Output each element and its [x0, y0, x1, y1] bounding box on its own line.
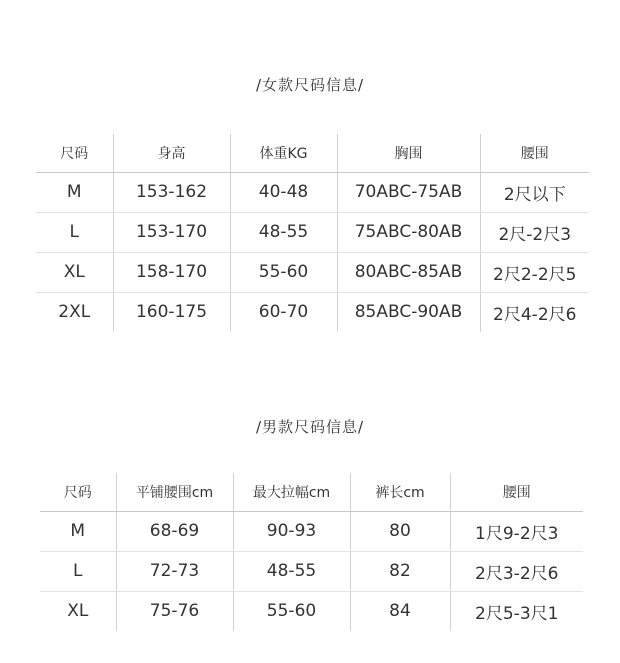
- cell-height: 160-175: [113, 292, 230, 332]
- table-header-row: [36, 134, 589, 172]
- cell-waist: 2尺4-2尺6: [480, 292, 589, 332]
- cell-waist: 2尺2-2尺5: [480, 252, 589, 292]
- table-row: [36, 292, 589, 332]
- women-size-table: [36, 134, 589, 332]
- table-header-row: [40, 473, 583, 511]
- cell-height: 158-170: [113, 252, 230, 292]
- cell-flat-waist: 75-76: [116, 591, 233, 631]
- header-size: 尺码: [36, 134, 113, 172]
- cell-waist: 2尺3-2尺6: [450, 551, 583, 591]
- cell-waist: 2尺-2尺3: [480, 212, 589, 252]
- cell-height: 153-162: [113, 172, 230, 212]
- header-waist: 腰围: [480, 134, 589, 172]
- header-flat-waist: 平铺腰围cm: [116, 473, 233, 511]
- cell-waist: 2尺以下: [480, 172, 589, 212]
- cell-pants-length: 84: [350, 591, 450, 631]
- men-section-title: /男款尺码信息/: [255, 418, 365, 436]
- cell-max-stretch: 48-55: [233, 551, 350, 591]
- header-weight: 体重KG: [230, 134, 337, 172]
- table-row: [36, 212, 589, 252]
- cell-size: M: [40, 511, 116, 551]
- cell-flat-waist: 72-73: [116, 551, 233, 591]
- table-row: [40, 551, 583, 591]
- cell-size: L: [40, 551, 116, 591]
- cell-size: XL: [36, 252, 113, 292]
- cell-size: XL: [67, 601, 89, 622]
- cell-waist: 2尺5-3尺1: [450, 591, 583, 631]
- cell-weight: 60-70: [230, 292, 337, 332]
- table-row: [36, 252, 589, 292]
- cell-pants-length: 82: [350, 551, 450, 591]
- cell-bust: 85ABC-90AB: [337, 292, 480, 332]
- table-row: [40, 511, 583, 551]
- table-row: [36, 172, 589, 212]
- header-size: 尺码: [40, 473, 116, 511]
- cell-size: M: [36, 172, 113, 212]
- header-pants-length: 裤长cm: [350, 473, 450, 511]
- cell-bust: 80ABC-85AB: [337, 252, 480, 292]
- cell-bust: 70ABC-75AB: [337, 172, 480, 212]
- table-row: [40, 591, 583, 631]
- cell-height: 153-170: [113, 212, 230, 252]
- cell-weight: 40-48: [230, 172, 337, 212]
- cell-size: 2XL: [58, 302, 91, 323]
- cell-waist: 1尺9-2尺3: [450, 511, 583, 551]
- header-max-stretch: 最大拉幅cm: [233, 473, 350, 511]
- cell-pants-length: 80: [350, 511, 450, 551]
- cell-flat-waist: 68-69: [116, 511, 233, 551]
- cell-size: L: [36, 212, 113, 252]
- header-waist: 腰围: [450, 473, 583, 511]
- cell-weight: 55-60: [230, 252, 337, 292]
- cell-bust: 75ABC-80AB: [337, 212, 480, 252]
- header-height: 身高: [113, 134, 230, 172]
- cell-max-stretch: 90-93: [233, 511, 350, 551]
- cell-weight: 48-55: [230, 212, 337, 252]
- header-bust: 胸围: [337, 134, 480, 172]
- men-size-table: [40, 473, 583, 631]
- women-section-title: /女款尺码信息/: [255, 76, 365, 94]
- cell-max-stretch: 55-60: [233, 591, 350, 631]
